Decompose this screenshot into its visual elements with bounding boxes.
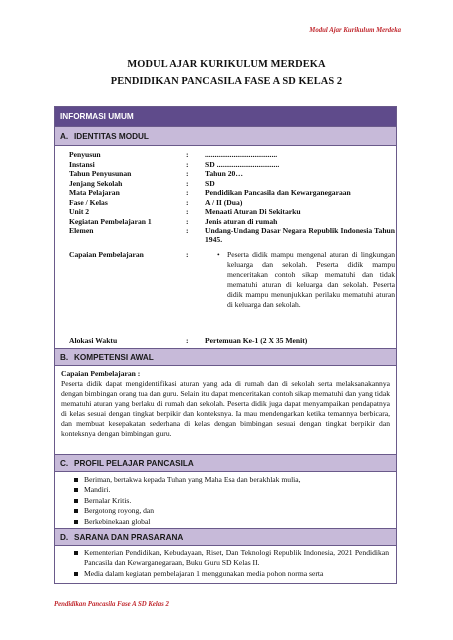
item-text: Bernalar Kritis. [84, 495, 132, 505]
row-label: Jenjang Sekolah [69, 178, 123, 188]
section-prefix: D. [60, 532, 69, 542]
list-item [73, 548, 389, 569]
row-label: Kegiatan Pembelajaran 1 [69, 216, 152, 226]
row-label: Capaian Pembelajaran [69, 250, 144, 259]
square-bullet-icon [74, 478, 78, 482]
row-colon: : [186, 216, 189, 226]
row-value: A / II (Dua) [205, 197, 243, 207]
square-bullet-icon [74, 499, 78, 503]
square-bullet-icon [74, 551, 78, 555]
list-item [73, 485, 389, 495]
capaian-list [217, 250, 395, 310]
running-header: Modul Ajar Kurikulum Merdeka [309, 27, 401, 34]
bullet-icon: • [217, 250, 220, 259]
row-value: Pertemuan Ke-1 (2 X 35 Menit) [205, 336, 308, 345]
section-title: KOMPETENSI AWAL [74, 352, 154, 362]
row-colon: : [186, 207, 189, 216]
list-item [217, 250, 395, 310]
list-item [73, 569, 389, 579]
square-bullet-icon [74, 520, 78, 524]
kompetensi-awal-header [55, 348, 396, 366]
identitas-modul-header [55, 127, 396, 146]
list-item [73, 496, 389, 506]
row-colon: : [186, 336, 189, 345]
row-label: Unit 2 [69, 207, 90, 216]
list-item [73, 506, 389, 516]
section-title: PROFIL PELAJAR PANCASILA [74, 458, 194, 468]
row-value: Menaati Aturan Di Sekitarku [205, 207, 301, 216]
kompetensi-awal-content [55, 369, 396, 439]
row-value: Pendidikan Pancasila dan Kewarganegaraan [205, 188, 351, 197]
row-colon: : [186, 250, 189, 259]
sarana-prasarana-header [55, 528, 396, 546]
row-value: ...................................... [205, 150, 278, 159]
row-value: SD [205, 178, 215, 188]
row-label: Penyusun [69, 150, 101, 159]
module-table [54, 106, 397, 584]
list-item [73, 517, 389, 527]
row-colon: : [186, 150, 189, 159]
running-footer: Pendidikan Pancasila Fase A SD Kelas 2 [54, 601, 169, 608]
section-prefix: A. [60, 131, 69, 141]
item-text: Mandiri. [84, 485, 111, 495]
row-value: Undang-Undang Dasar Negara Republik Indonesia Tahun 1945. [205, 226, 395, 245]
kompetensi-subtitle: Capaian Pembelajaran : [61, 369, 141, 378]
kompetensi-text: Peserta didik dapat mengidentifikasi aturan yang ada di rumah dan di sekolah serta melaksanakannya dengan bimbingan orang tua dan guru. Selain itu dapat menceritakan contoh sikap mematuhi dan yang tidak mematuhi aturan yang berlaku di rumah dan sekolah. Peserta didik juga dapat menyampaikan pendapatnya di kelas sesuai dengan tingkat berpikir dan konteksnya. Ia mau mendengarkan ketika temannya berbicara, dan membuat kesepakatan sederhana di kelas dengan bimbingan sesuai dengan tingkat berpikir dan konteksnya dengan bimbingan guru. [61, 379, 390, 438]
row-value: Jenis aturan di rumah [205, 216, 278, 226]
row-label: Tahun Penyusunan [69, 169, 132, 178]
row-colon: : [186, 169, 189, 178]
row-value: SD ................................. [205, 159, 280, 169]
informasi-umum-header [55, 107, 396, 127]
section-prefix: C. [60, 458, 69, 468]
row-colon: : [186, 197, 189, 207]
item-text: Beriman, bertakwa kepada Tuhan yang Maha Esa dan berakhlak mulia, [84, 475, 301, 484]
profil-pelajar-header [55, 454, 396, 472]
row-colon: : [186, 188, 189, 197]
row-colon: : [186, 178, 189, 188]
square-bullet-icon [74, 488, 78, 492]
profil-list [73, 475, 389, 527]
square-bullet-icon [74, 572, 78, 576]
document-title: MODUL AJAR KURIKULUM MERDEKA [127, 59, 326, 70]
capaian-text: Peserta didik mampu mengenal aturan di lingkungan keluarga dan sekolah. Peserta didik mampu menceritakan contoh sikap mematuhi dan tidak mematuhi aturan di keluarga dan sekolah. Peserta didik mampu menunjukkan perilaku mematuhi aturan di keluarga dan sekolah. [227, 250, 395, 309]
informasi-umum-title: INFORMASI UMUM [60, 112, 134, 121]
row-colon: : [186, 159, 189, 169]
document-subtitle: PENDIDIKAN PANCASILA FASE A SD KELAS 2 [110, 76, 343, 87]
list-item [73, 475, 389, 485]
item-text: Media dalam kegiatan pembelajaran 1 menggunakan media pohon norma serta [84, 568, 324, 578]
section-title: SARANA DAN PRASARANA [74, 532, 184, 542]
row-label: Fase / Kelas [69, 197, 108, 207]
row-label: Elemen [69, 226, 94, 235]
item-text: Kementerian Pendidikan, Kebudayaan, Riset, Dan Teknologi Republik Indonesia, 2021 Pendidikan Pancasila dan Kewarganegaraan, Buku Guru SD Kelas II. [84, 548, 389, 568]
row-colon: : [186, 226, 189, 235]
row-label: Instansi [69, 159, 95, 169]
section-title: IDENTITAS MODUL [74, 131, 149, 141]
sarana-list [73, 548, 389, 579]
item-text: Berkebinekaan global [84, 516, 151, 526]
item-text: Bergotong royong, dan [84, 506, 155, 516]
row-value: Tahun 20… [205, 169, 243, 178]
square-bullet-icon [74, 509, 78, 513]
row-label: Alokasi Waktu [69, 336, 118, 345]
section-prefix: B. [60, 352, 69, 362]
row-label: Mata Pelajaran [69, 188, 120, 197]
